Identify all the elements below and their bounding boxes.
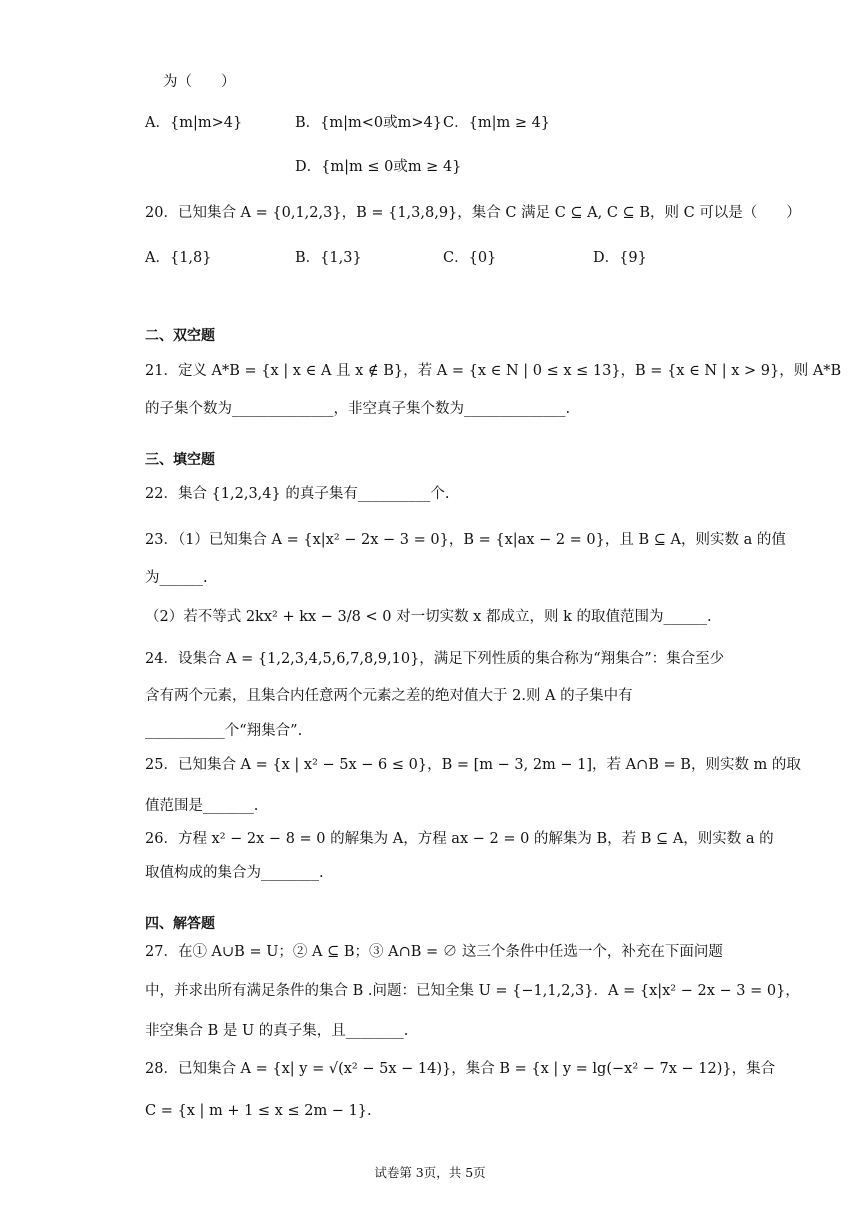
q19-option-a: A．{m|m>4} bbox=[145, 115, 243, 131]
q27-line-3: 非空集合 B 是 U 的真子集，且________. bbox=[145, 1023, 409, 1039]
q24-line-2: 含有两个元素，且集合内任意两个元素之差的绝对值大于 2.则 A 的子集中有 bbox=[145, 688, 633, 704]
q19-option-d: D．{m|m ≤ 0或m ≥ 4} bbox=[295, 159, 462, 175]
q20-option-b: B．{1,3} bbox=[295, 250, 362, 266]
section-heading-answer: 四、解答题 bbox=[145, 916, 215, 932]
q28-line-2: C = {x | m + 1 ≤ x ≤ 2m − 1}. bbox=[145, 1103, 372, 1119]
q22-text: 22．集合 {1,2,3,4} 的真子集有__________个. bbox=[145, 486, 450, 502]
q19-tail: 为（ ） bbox=[163, 74, 236, 90]
q19-option-c: C．{m|m ≥ 4} bbox=[443, 115, 551, 131]
q24-line-3: ___________个“翔集合”. bbox=[145, 723, 303, 739]
q26-line-1: 26．方程 x² − 2x − 8 = 0 的解集为 A，方程 ax − 2 = 0 的解集为 B，若 B ⊆ A，则实数 a 的 bbox=[145, 831, 774, 847]
page-footer: 试卷第 3页，共 5页 bbox=[374, 1165, 486, 1180]
q19-option-b: B．{m|m<0或m>4} bbox=[295, 115, 442, 131]
q27-line-2: 中，并求出所有满足条件的集合 B .问题：已知全集 U = {−1,1,2,3}．A = {x|x² − 2x − 3 = 0}， bbox=[145, 983, 800, 999]
section-heading-fill-blank: 三、填空题 bbox=[145, 452, 215, 468]
q25-line-1: 25．已知集合 A = {x | x² − 5x − 6 ≤ 0}，B = [m − 3, 2m − 1]，若 A∩B = B，则实数 m 的取 bbox=[145, 757, 801, 773]
q21-line-1: 21．定义 A*B = {x | x ∈ A 且 x ∉ B}，若 A = {x ∈ N | 0 ≤ x ≤ 13}，B = {x ∈ N | x > 9}，则 A*B bbox=[145, 363, 842, 379]
q23-line-3: （2）若不等式 2kx² + kx − 3/8 < 0 对一切实数 x 都成立，则 k 的取值范围为______. bbox=[145, 609, 712, 625]
q24-line-1: 24．设集合 A = {1,2,3,4,5,6,7,8,9,10}，满足下列性质的集合称为“翔集合”：集合至少 bbox=[145, 651, 725, 667]
q23-line-1: 23．（1）已知集合 A = {x|x² − 2x − 3 = 0}，B = {x|ax − 2 = 0}，且 B ⊆ A，则实数 a 的值 bbox=[145, 532, 786, 548]
q26-line-2: 取值构成的集合为________. bbox=[145, 865, 324, 881]
q21-line-2: 的子集个数为______________，非空真子集个数为______________. bbox=[145, 401, 571, 417]
q20-option-c: C．{0} bbox=[443, 250, 497, 266]
q20-stem: 20．已知集合 A = {0,1,2,3}，B = {1,3,8,9}，集合 C 满足 C ⊆ A, C ⊆ B，则 C 可以是（ ） bbox=[145, 205, 801, 221]
q23-line-2: 为______. bbox=[145, 570, 208, 586]
q20-option-a: A．{1,8} bbox=[145, 250, 212, 266]
q25-line-2: 值范围是_______. bbox=[145, 798, 259, 814]
q28-line-1: 28．已知集合 A = {x| y = √(x² − 5x − 14)}，集合 B = {x | y = lg(−x² − 7x − 12)}，集合 bbox=[145, 1061, 776, 1077]
section-heading-double-blank: 二、双空题 bbox=[145, 328, 215, 344]
q27-line-1: 27．在① A∪B = U；② A ⊆ B；③ A∩B = ∅ 这三个条件中任选一个，补充在下面问题 bbox=[145, 944, 723, 960]
q20-option-d: D．{9} bbox=[593, 250, 647, 266]
